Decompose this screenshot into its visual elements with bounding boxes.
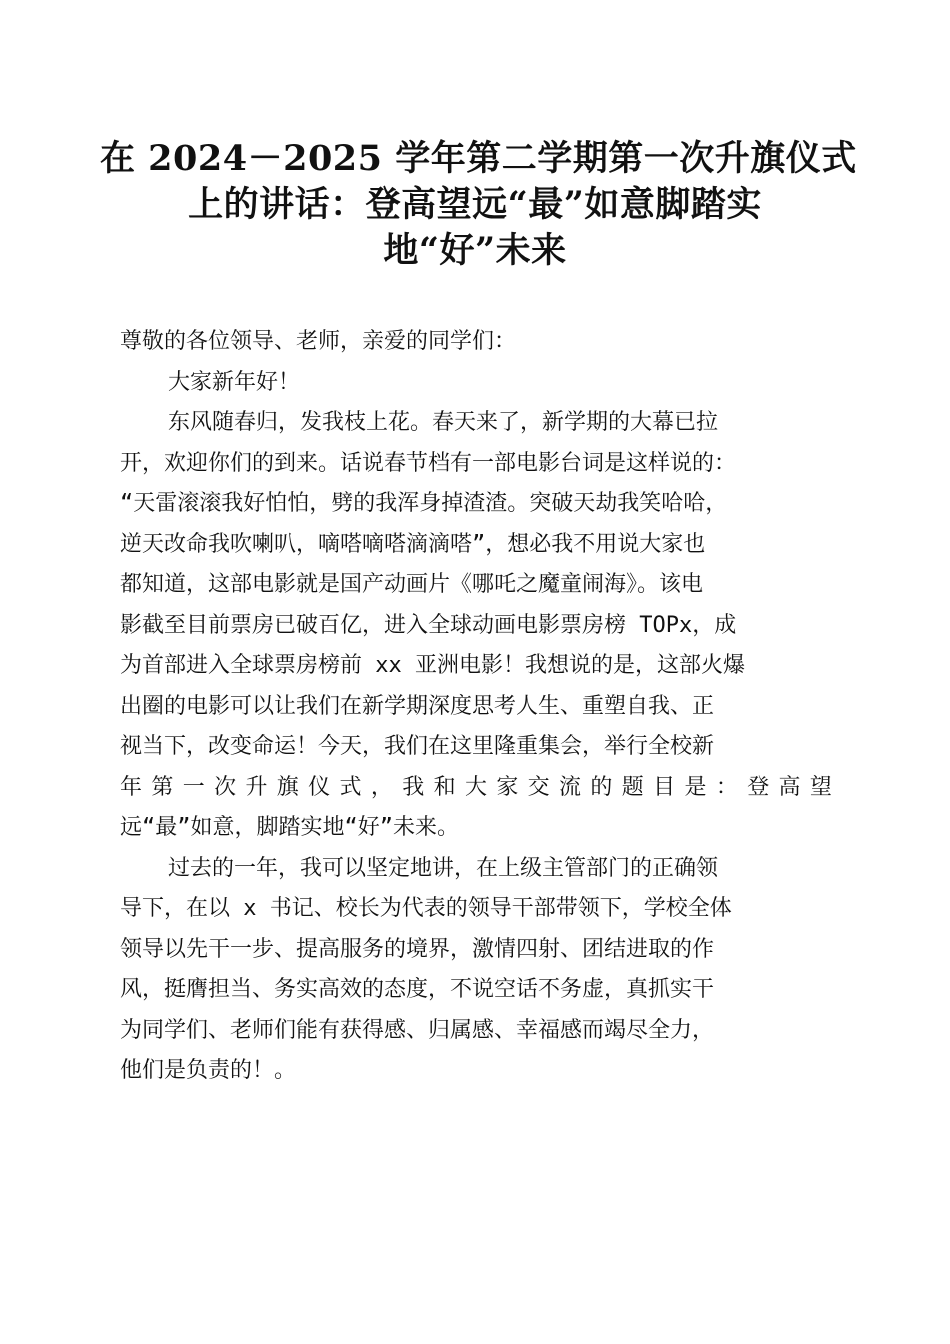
char: 仪 bbox=[308, 774, 331, 800]
char: 我 bbox=[402, 774, 425, 800]
text-line: 为同学们、老师们能有获得感、归属感、幸福感而竭尽全力， bbox=[120, 1017, 715, 1043]
text-line: 影截至目前票房已破百亿，进入全球动画电影票房榜 TOPx，成 bbox=[120, 612, 737, 638]
char: 大 bbox=[464, 774, 487, 800]
greeting: 尊敬的各位领导、老师，亲爱的同学们： bbox=[120, 329, 517, 354]
text-line-justified bbox=[120, 768, 832, 809]
char: 目 bbox=[653, 774, 676, 800]
text-line: 出圈的电影可以让我们在新学期深度思考人生、重塑自我、正 bbox=[120, 693, 715, 719]
char: 登 bbox=[747, 774, 770, 800]
char: ： bbox=[715, 774, 738, 800]
text-line: 过去的一年，我可以坚定地讲，在上级主管部门的正确领 bbox=[168, 855, 719, 881]
char: 第 bbox=[151, 774, 174, 800]
document-body bbox=[120, 322, 832, 1092]
text-line: 视当下，改变命运！今天，我们在这里隆重集会，举行全校新 bbox=[120, 734, 715, 759]
char: 次 bbox=[214, 774, 237, 800]
text-line: 领导以先干一步、提高服务的境界，激情四射、团结进取的作 bbox=[120, 936, 715, 962]
char: ， bbox=[370, 774, 393, 800]
char: 是 bbox=[684, 774, 707, 800]
char: 题 bbox=[621, 774, 644, 800]
text-line: 东风随春归，发我枝上花。春天来了，新学期的大幕已拉 bbox=[168, 410, 719, 435]
text-line: 他们是负责的！。 bbox=[120, 1058, 297, 1083]
char: 家 bbox=[496, 774, 519, 800]
char: 和 bbox=[433, 774, 456, 800]
char: 望 bbox=[809, 774, 832, 800]
text-line: 逆天改命我吹喇叭，嘀嗒嘀嗒滴滴嗒”，想必我不用说大家也 bbox=[120, 531, 706, 557]
paragraph-1: 大家新年好！ bbox=[168, 369, 301, 395]
text-line: 为首部进入全球票房榜前 xx 亚洲电影！我想说的是，这部火爆 bbox=[120, 653, 745, 678]
char: 流 bbox=[559, 774, 582, 800]
title-line: 地“好”未来 bbox=[383, 230, 567, 271]
char: 年 bbox=[120, 774, 143, 800]
char: 旗 bbox=[276, 774, 299, 800]
paragraph-3 bbox=[120, 849, 832, 1092]
title-line: 在 2024－2025 学年第二学期第一次升旗仪式 bbox=[100, 138, 857, 179]
text-line: 风，挺膺担当、务实高效的态度，不说空话不务虚，真抓实干 bbox=[120, 977, 715, 1002]
char: 一 bbox=[182, 774, 205, 800]
text-line: 开，欢迎你们的到来。话说春节档有一部电影台词是这样说的： bbox=[120, 450, 737, 476]
document-title bbox=[100, 136, 857, 274]
text-line: “天雷滚滚我好怕怕，劈的我浑身掉渣渣。突破天劫我笑哈哈， bbox=[120, 491, 728, 516]
title-line: 上的讲话：登高望远“最”如意脚踏实 bbox=[188, 184, 762, 225]
text-line: 都知道，这部电影就是国产动画片《哪吒之魔童闹海》。该电 bbox=[120, 572, 704, 597]
char: 高 bbox=[778, 774, 801, 800]
text-line: 导下，在以 x 书记、校长为代表的领导干部带领下，学校全体 bbox=[120, 896, 732, 921]
text-line: 远“最”如意，脚踏实地“好”未来。 bbox=[120, 815, 459, 840]
char: 式 bbox=[339, 774, 362, 800]
char: 的 bbox=[590, 774, 613, 800]
paragraph-2 bbox=[120, 403, 832, 849]
char: 升 bbox=[245, 774, 268, 800]
char: 交 bbox=[527, 774, 550, 800]
